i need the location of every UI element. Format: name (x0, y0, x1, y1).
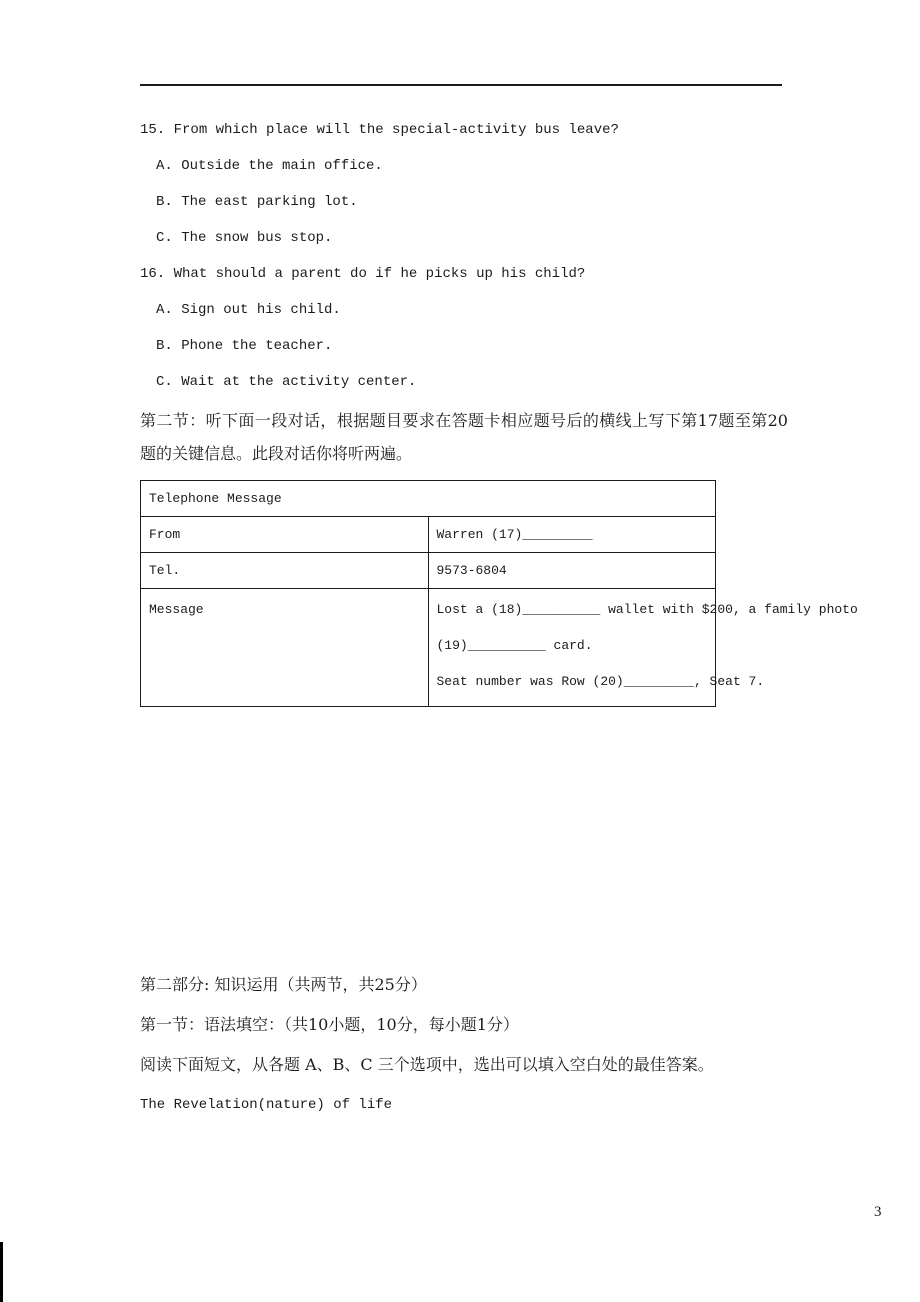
table-row-tel (141, 553, 716, 589)
scan-edge-artifact (0, 1242, 3, 1302)
part2-heading: 第二部分: 知识运用（共两节，共25分） (140, 975, 427, 994)
tel-value: 9573-6804 (428, 553, 716, 589)
section2-instruction: 第二节：听下面一段对话，根据题目要求在答题卡相应题号后的横线上写下第17题至第20题的关键信息。此段对话你将听两遍。 (140, 411, 788, 463)
message-line-3: Seat number was Row (20)_________, Seat 7. (436, 674, 765, 689)
question-line (140, 112, 788, 148)
table-row-message (141, 589, 716, 707)
option-a: A. Sign out his child. (156, 302, 341, 318)
option-c: C. The snow bus stop. (156, 230, 333, 246)
question-16 (140, 256, 788, 400)
table-title-row (141, 481, 716, 517)
question-15 (140, 112, 788, 256)
option-c: C. Wait at the activity center. (156, 374, 417, 390)
question-number: 15. (140, 122, 166, 138)
top-divider (140, 84, 782, 86)
telephone-message-table (140, 480, 858, 707)
question-line (140, 256, 788, 292)
page-number: 3 (874, 1204, 882, 1220)
option-a: A. Outside the main office. (156, 158, 383, 174)
part2-section-heading: 第一节：语法填空：（共10小题，10分，每小题1分） (140, 1015, 519, 1034)
option-b: B. Phone the teacher. (156, 338, 333, 354)
section-gap (140, 707, 788, 965)
message-line-2: (19)__________ card. (436, 638, 593, 653)
message-label: Message (141, 589, 429, 707)
question-text: From which place will the special-activity bus leave? (173, 122, 619, 138)
from-label: From (141, 517, 429, 553)
question-number: 16. (140, 266, 166, 282)
table-row-from (141, 517, 716, 553)
page-content (140, 0, 858, 1125)
message-value (428, 589, 858, 707)
question-text: What should a parent do if he picks up his child? (173, 266, 586, 282)
table-title: Telephone Message (141, 481, 716, 517)
option-b: B. The east parking lot. (156, 194, 358, 210)
passage-title: The Revelation(nature) of life (140, 1097, 393, 1113)
tel-label: Tel. (141, 553, 429, 589)
from-value: Warren (17)_________ (428, 517, 716, 553)
message-line-1: Lost a (18)__________ wallet with $200, a family photo (436, 602, 858, 617)
part2-instruction: 阅读下面短文，从各题 A、B、C 三个选项中，选出可以填入空白处的最佳答案。 (140, 1055, 714, 1074)
